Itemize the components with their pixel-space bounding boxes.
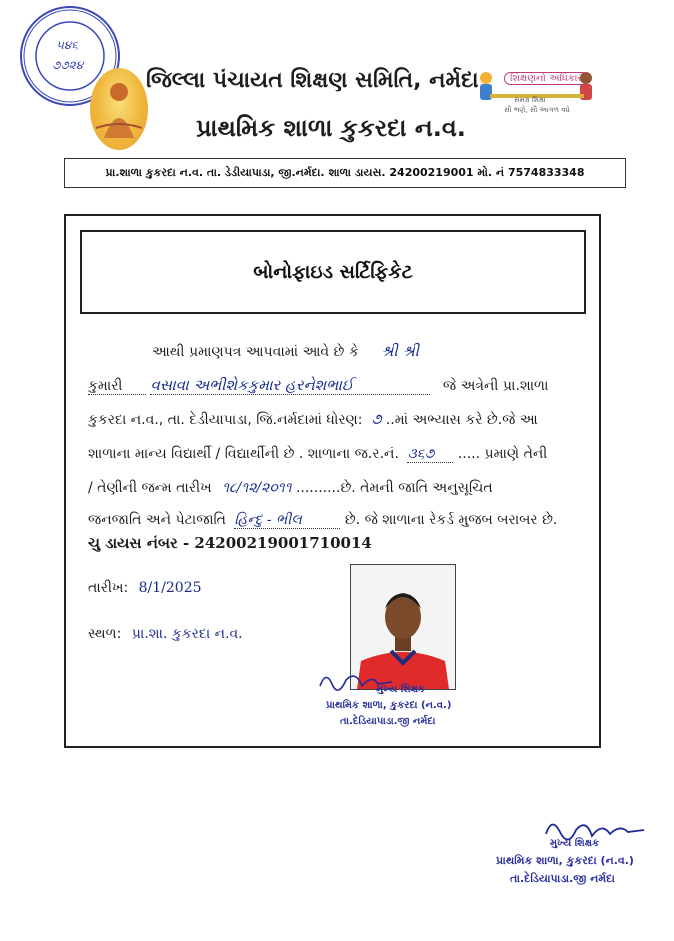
cert-line-5 bbox=[88, 480, 493, 496]
inner-stamp-role: મુખ્ય શિક્ષક bbox=[376, 684, 426, 695]
cert-line-1-text: આથી પ્રમાણપત્ર આપવામાં આવે છે કે bbox=[152, 344, 359, 360]
caste: હિન્દુ - ભીલ bbox=[234, 512, 340, 529]
cert-line-4 bbox=[88, 446, 547, 463]
outer-stamp-line2: તા.દેડિયાપાડા.જી નર્મદા bbox=[510, 872, 615, 885]
cert-line-2 bbox=[88, 376, 548, 395]
title-prefix: કુમારી bbox=[88, 378, 146, 395]
student-name: વસાવા અભીશેકકુમાર હરનેશભાઈ bbox=[150, 376, 430, 395]
cert-line-6-text: જનજાતિ અને પેટાજાતિ bbox=[88, 512, 226, 528]
place-line bbox=[88, 626, 243, 642]
school-info-bar: પ્રા.શાળા કુકરદા ન.વ. તા. ડેડીયાપાડા, જી.નર્મદા. શાળા ડાયસ. 24200219001 મો. નં 7574833348 bbox=[64, 158, 626, 188]
inner-stamp-line1: પ્રાથમિક શાળા, કુકરદા (ન.વ.) bbox=[326, 700, 452, 711]
school-logo bbox=[90, 68, 148, 150]
cert-line-4-text: શાળાના માન્ય વિદ્યાર્થી / વિદ્યાર્થીની છે . શાળાના જ.ર.નં. bbox=[88, 446, 399, 462]
udise-number: ચુ ડાયસ નંબર - 24200219001710014 bbox=[88, 534, 372, 552]
cert-line-3-text: કુકરદા ન.વ., તા. દેડીયાપાડા, જિ.નર્મદામાં ધોરણ: bbox=[88, 412, 363, 428]
date-value: 8/1/2025 bbox=[138, 580, 202, 596]
rte-badge-title: શિક્ષણનો અધિકાર bbox=[504, 72, 589, 85]
cert-line-3 bbox=[88, 410, 538, 428]
date-label: તારીખ: bbox=[88, 580, 129, 596]
cert-line-3-suffix: ..માં અભ્યાસ કરે છે.જે આ bbox=[385, 412, 538, 428]
cert-line-6 bbox=[88, 512, 557, 529]
outer-stamp-role: મુખ્ય શિક્ષક bbox=[550, 838, 600, 849]
birth-date: ૧૮/૧૨/૨૦૧૧ bbox=[222, 480, 292, 496]
seal-number-2: ૭૭૨૪ bbox=[52, 58, 84, 72]
cert-line-6-suffix: છે. જે શાળાના રેકર્ડ મુજબ બરાબર છે. bbox=[344, 512, 558, 528]
cert-line-2-suffix: જે અત્રેની પ્રા.શાળા bbox=[442, 378, 549, 394]
rte-badge-sub2: સૌ ભણે, સૌ આગળ વધે bbox=[504, 106, 570, 114]
cert-line-5-text: / તેણીની જન્મ તારીખ bbox=[88, 480, 212, 496]
certificate-title: બોનોફાઇડ સર્ટિફિકેટ bbox=[80, 230, 586, 314]
seal-number-1: ૫૪૬ bbox=[56, 38, 79, 52]
place-label: સ્થળ: bbox=[88, 626, 122, 642]
cert-line-1 bbox=[152, 342, 419, 360]
school-title: પ્રાથમિક શાળા કુકરદા ન.વ. bbox=[196, 114, 466, 142]
outer-stamp-line1: પ્રાથમિક શાળા, કુકરદા (ન.વ.) bbox=[496, 854, 634, 867]
inner-stamp-line2: તા.દેડિયાપાડા.જી નર્મદા bbox=[340, 716, 436, 727]
gr-number: ૩૬૭ bbox=[407, 446, 453, 463]
cert-line-1-hand: શ્રી શ્રી bbox=[381, 342, 419, 360]
student-standard: ૭ bbox=[370, 410, 382, 428]
cert-line-5-suffix: ..........છે. તેમની જાતિ અનુસૂચિત bbox=[295, 480, 493, 496]
date-line bbox=[88, 580, 202, 596]
cert-line-4-suffix: ..... પ્રમાણે તેની bbox=[457, 446, 548, 462]
rte-badge-sub1: સમગ્ર શિક્ષા bbox=[514, 96, 546, 104]
place-value: પ્રા.શા. કુકરદા ન.વ. bbox=[131, 626, 243, 642]
district-title: જિલ્લા પંચાયત શિક્ષણ સમિતિ, નર્મદા bbox=[146, 68, 479, 93]
